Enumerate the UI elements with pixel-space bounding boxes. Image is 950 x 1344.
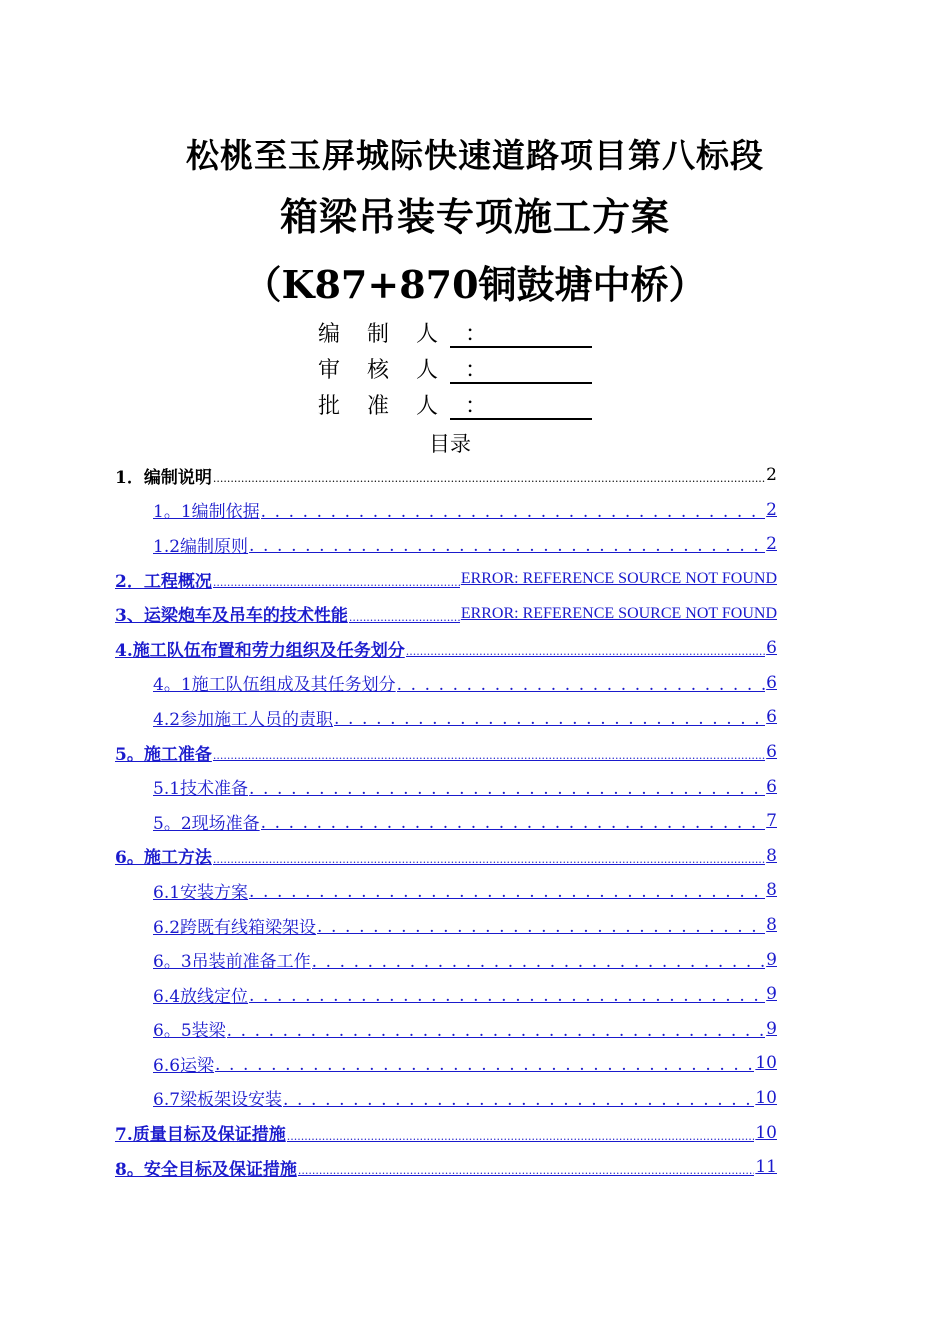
toc-entry-page: 2	[766, 465, 777, 486]
toc-entry-label: 6.2跨既有线箱梁架设	[153, 917, 317, 938]
toc-entry-label: 1。1编制依据	[153, 502, 260, 523]
toc-entry[interactable]	[115, 908, 777, 943]
toc-entry-label: 5。2现场准备	[153, 813, 260, 834]
toc-entry-page: 8	[766, 915, 777, 936]
toc-leader-dots	[298, 1159, 755, 1179]
toc-entry[interactable]	[115, 873, 777, 908]
toc-entry[interactable]	[115, 942, 777, 977]
toc-leader-dots	[215, 1055, 754, 1075]
document-title-line2: 箱梁吊装专项施工方案	[279, 194, 670, 239]
toc-leader-dots	[249, 986, 765, 1006]
toc-entry-page: 9	[766, 949, 777, 970]
toc-entry[interactable]	[115, 562, 777, 597]
document-title-line3: （K87+870铜鼓塘中桥）	[243, 262, 707, 307]
toc-entry[interactable]	[115, 977, 777, 1012]
toc-entry-page: 6	[766, 742, 777, 763]
toc-entry-label: 6。5装梁	[153, 1021, 226, 1042]
toc-entry[interactable]	[115, 839, 777, 874]
toc-entry-label: 6.4放线定位	[153, 986, 249, 1007]
toc-entry-page: 8	[766, 845, 777, 866]
toc-entry-label: 8。安全目标及保证措施	[115, 1159, 297, 1180]
toc-leader-dots	[317, 917, 765, 937]
toc-leader-dots	[213, 848, 765, 868]
toc-leader-dots	[261, 502, 766, 522]
toc-entry-label: 6.7梁板架设安装	[153, 1090, 283, 1111]
toc-leader-dots	[349, 606, 460, 626]
toc-entry-label: 6。施工方法	[115, 848, 212, 869]
toc-entry-page: 6	[766, 672, 777, 693]
signature-row-author	[318, 318, 592, 348]
toc-entry[interactable]	[115, 1081, 777, 1116]
toc-entry-label: 5.1技术准备	[153, 779, 249, 800]
toc-entry-page: 10	[755, 1122, 777, 1143]
toc-entry-label: 2．工程概况	[115, 571, 212, 592]
signature-row-approver	[318, 390, 592, 420]
toc-entry-label: 4.施工队伍布置和劳力组织及任务划分	[115, 640, 405, 661]
toc-entry[interactable]	[115, 1150, 777, 1185]
signature-blank-line	[450, 320, 592, 348]
toc-entry[interactable]	[115, 527, 777, 562]
toc-leader-dots	[397, 675, 766, 695]
toc-leader-dots	[249, 536, 765, 556]
toc-entry-page: 2	[766, 534, 777, 555]
toc-entry-page: 11	[755, 1157, 777, 1178]
toc-leader-dots	[249, 882, 765, 902]
toc-entry-label: 6.6运梁	[153, 1055, 215, 1076]
toc-entry-label: 5。施工准备	[115, 744, 212, 765]
toc-entry[interactable]	[115, 596, 777, 631]
toc-entry-label: 4。1施工队伍组成及其任务划分	[153, 675, 396, 696]
toc-entry-page: 10	[755, 1087, 777, 1108]
toc-entry[interactable]	[115, 1115, 777, 1150]
toc-entry-label: 1.2编制原则	[153, 536, 249, 557]
toc-leader-dots	[227, 1021, 766, 1041]
toc-entry-label: 4.2参加施工人员的责职	[153, 709, 334, 730]
toc-leader-dots	[312, 952, 766, 972]
toc-leader-dots	[406, 640, 765, 660]
toc-entry-page: 9	[766, 1018, 777, 1039]
toc-entry[interactable]	[115, 631, 777, 666]
toc-entry-page: ERROR: REFERENCE SOURCE NOT FOUND	[460, 604, 777, 622]
toc-entry-page: 7	[766, 811, 777, 832]
toc-entry[interactable]	[115, 666, 777, 701]
toc-entry[interactable]	[115, 1046, 777, 1081]
toc-entry-page: 8	[766, 880, 777, 901]
table-of-contents	[115, 458, 777, 1184]
toc-entry-label: 1．编制说明	[115, 467, 212, 488]
toc-entry[interactable]	[115, 700, 777, 735]
signature-row-reviewer	[318, 354, 592, 384]
toc-leader-dots	[213, 571, 460, 591]
toc-entry-label: 6.1安装方案	[153, 882, 249, 903]
toc-entry[interactable]	[115, 804, 777, 839]
toc-entry[interactable]	[115, 493, 777, 528]
toc-entry-page: 6	[766, 776, 777, 797]
signature-blank-line	[450, 356, 592, 384]
toc-entry-page: 6	[766, 638, 777, 659]
signature-label: 审 核 人 ：	[318, 358, 497, 383]
toc-leader-dots	[249, 779, 765, 799]
toc-leader-dots	[334, 709, 765, 729]
toc-entry[interactable]	[115, 458, 777, 493]
toc-entry[interactable]	[115, 735, 777, 770]
toc-leader-dots	[287, 1125, 755, 1145]
signature-label: 编 制 人 ：	[318, 322, 497, 347]
toc-leader-dots	[213, 744, 765, 764]
toc-entry-page: 9	[766, 984, 777, 1005]
document-title-line1: 松桃至玉屏城际快速道路项目第八标段	[186, 136, 764, 175]
signature-label: 批 准 人 ：	[318, 394, 497, 419]
toc-entry-page: 6	[766, 707, 777, 728]
toc-entry-page: 2	[766, 499, 777, 520]
toc-entry[interactable]	[115, 769, 777, 804]
toc-entry-label: 6。3吊装前准备工作	[153, 952, 311, 973]
toc-heading: 目录	[429, 432, 471, 456]
toc-entry-label: 3、运梁炮车及吊车的技术性能	[115, 606, 348, 627]
toc-leader-dots	[213, 467, 765, 487]
signature-blank-line	[450, 392, 592, 420]
toc-leader-dots	[283, 1090, 754, 1110]
toc-entry[interactable]	[115, 1012, 777, 1047]
toc-entry-page: 10	[755, 1053, 777, 1074]
toc-leader-dots	[261, 813, 766, 833]
toc-entry-page: ERROR: REFERENCE SOURCE NOT FOUND	[460, 570, 777, 588]
toc-entry-label: 7.质量目标及保证措施	[115, 1125, 286, 1146]
